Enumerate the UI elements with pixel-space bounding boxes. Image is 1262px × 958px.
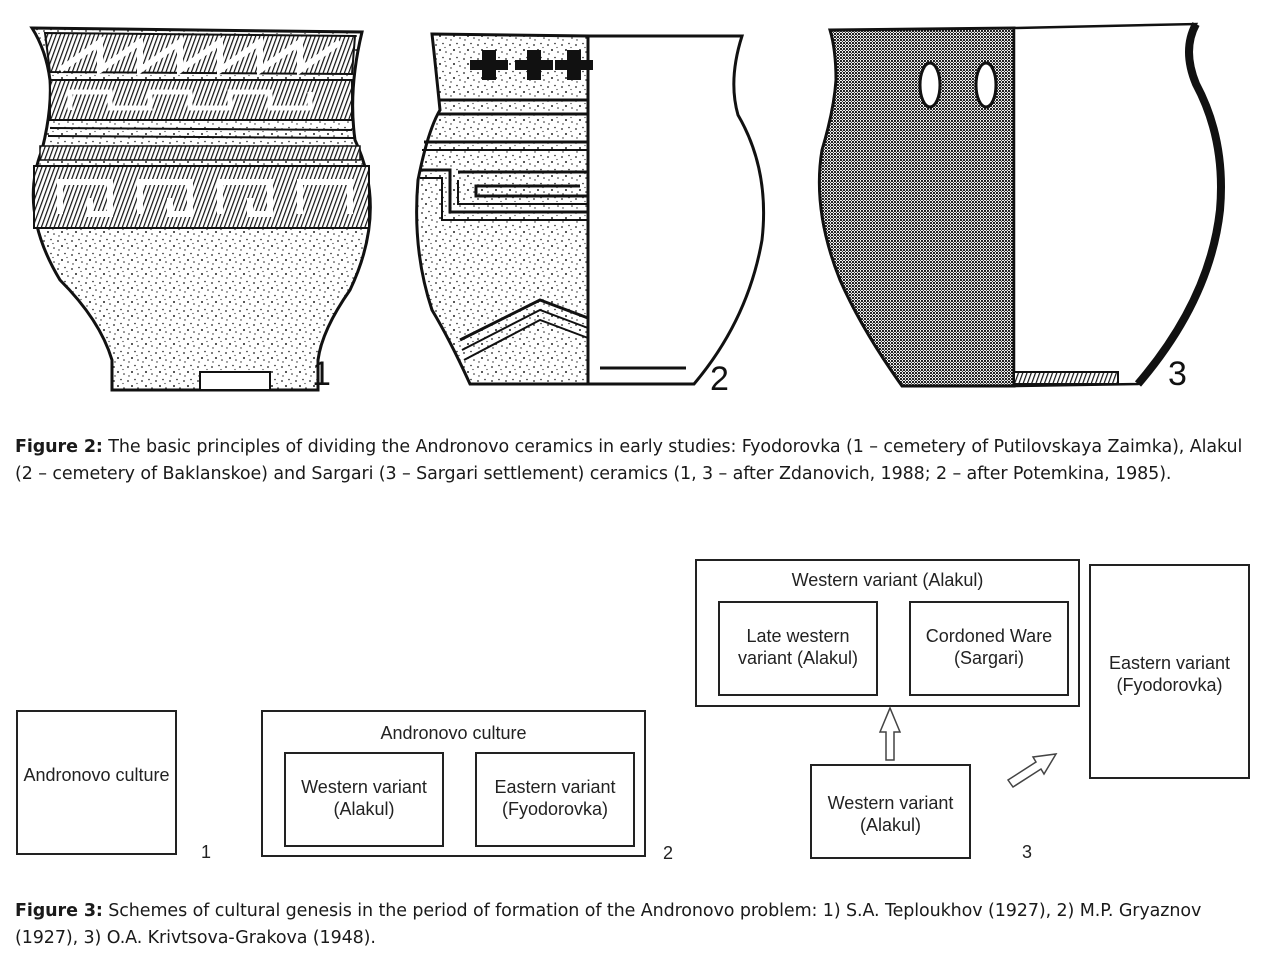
scheme-3-eastern-box [1089, 564, 1250, 779]
scheme-1-number: 1 [201, 842, 212, 862]
scheme-3-bottom-label: Western variant (Alakul) [827, 793, 954, 835]
pot-1 [32, 28, 370, 390]
figure-3-text: Schemes of cultural genesis in the period of formation of the Andronovo problem: 1) S.A. Teploukhov (1927), 2) M.P. Gryaznov (1927), 3) O.A. Krivtsova-Grakova (1948). [15, 901, 1202, 948]
scheme-2-number: 2 [663, 843, 674, 863]
pot-number-2: 2 [710, 360, 729, 398]
scheme-2-title: Andronovo culture [380, 723, 527, 743]
scheme-2-western-label: Western variant (Alakul) [301, 777, 427, 819]
scheme-3-late-western-label: Late western variant (Alakul) [737, 626, 859, 668]
up-arrow-icon [880, 708, 900, 760]
scheme-2-western-box [284, 752, 444, 847]
pot-2 [417, 34, 764, 384]
figure-2-label: Figure 2: [15, 437, 103, 457]
figure-3-label: Figure 3: [15, 901, 103, 921]
pottery-illustration [0, 0, 1262, 400]
scheme-1-label: Andronovo culture [23, 765, 170, 785]
pot-number-3: 3 [1168, 355, 1187, 393]
pot-number-1: 1 [312, 355, 331, 393]
scheme-3-bottom-box [810, 764, 971, 859]
scheme-2-eastern-label: Eastern variant (Fyodorovka) [494, 777, 616, 819]
scheme-3-eastern-label: Eastern variant (Fyodorovka) [1108, 653, 1231, 695]
figure-3-caption [15, 898, 1247, 952]
scheme-2-eastern-box [475, 752, 635, 847]
scheme-3-outer-box [695, 559, 1080, 707]
scheme-3-cordoned-box [909, 601, 1069, 696]
figure-2-text: The basic principles of dividing the Andronovo ceramics in early studies: Fyodorovka (1 – cemetery of Putilovskaya Zaimka), Alakul (2 – cemetery of Baklanskoe) and Sargari (3 – Sargari settlement) ceramics (1, 3 – after Zdanovich, 1988; 2 – after Potemkina, 1985). [15, 437, 1243, 484]
scheme-3-cordoned-label: Cordoned Ware (Sargari) [925, 626, 1053, 668]
scheme-3-number: 3 [1022, 842, 1033, 862]
pot-3 [819, 24, 1221, 386]
scheme-3-late-western-box [718, 601, 878, 696]
figure-2-caption [15, 434, 1247, 488]
scheme-1-box [16, 710, 177, 855]
scheme-3-title: Western variant (Alakul) [791, 570, 984, 590]
diagonal-arrow-icon [1008, 754, 1056, 787]
scheme-2-outer-box [261, 710, 646, 857]
